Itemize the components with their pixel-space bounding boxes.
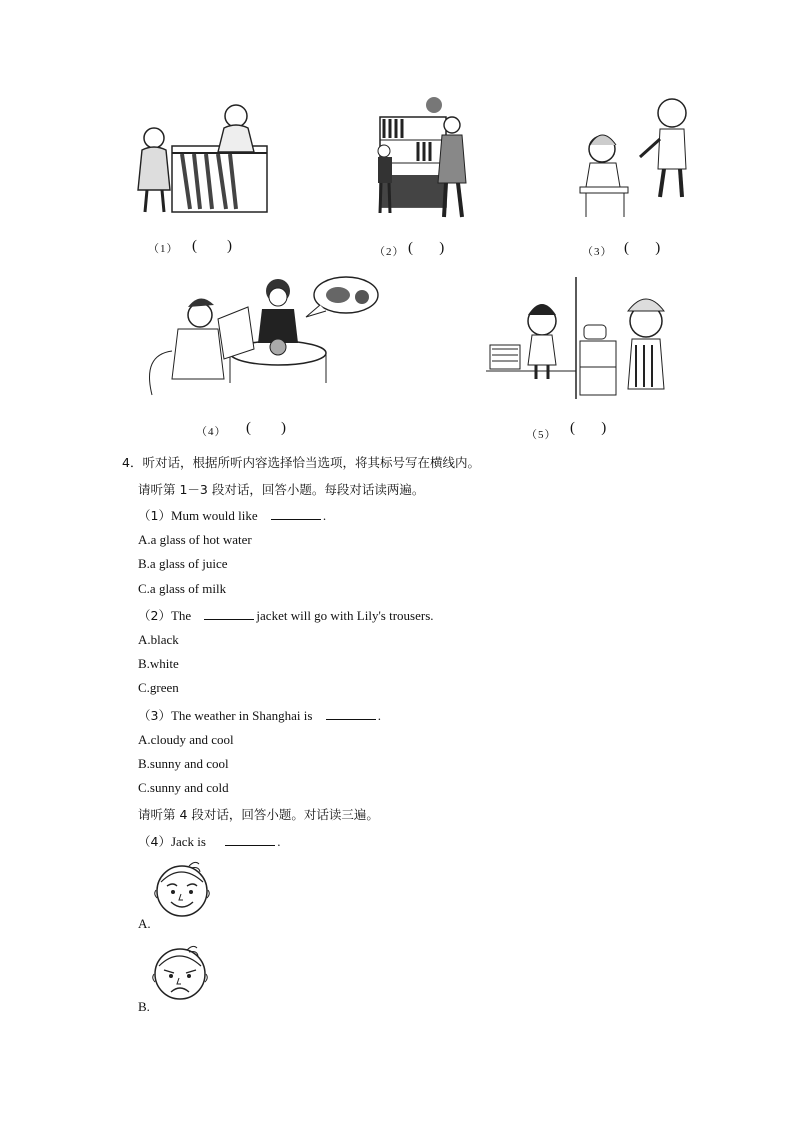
sub-question-4 [138,832,280,850]
option-a-face[interactable] [151,858,213,920]
picture-2-label: （2） [374,246,405,258]
bookshelf-scene-icon [370,95,476,220]
sub-question-4-text: Jack is [170,834,206,849]
sub-question-3-end: . [377,708,381,723]
sub-question-1-end: . [322,508,327,523]
sub-question-1-text: Mum would like [170,508,258,523]
sub-question-2-text: The [170,608,192,623]
shop-clothes-scene-icon [132,98,272,216]
sub-question-2-end: jacket will go with Lily's trousers. [256,608,434,623]
sub-question-1-option-a[interactable]: A.a glass of hot water [138,532,252,547]
sub-question-2-blank[interactable] [204,608,254,620]
sub-question-2-option-b[interactable]: B.white [138,656,179,671]
picture-5-label: （5） [526,429,557,441]
sub-question-2 [138,606,434,624]
picture-4-label: （4） [196,426,227,438]
picture-2-bookshelf [370,95,476,220]
phone-call-scene-icon [486,275,682,401]
picture-4-answer-paren[interactable]: ( ) [246,420,286,436]
question-4-intro-1: 请听第 1－3 段对话，回答小题。每段对话读两遍。 [138,482,425,497]
picture-4-restaurant [138,275,383,400]
option-b-face[interactable] [149,940,211,1002]
picture-1-shop [132,98,272,216]
sub-question-3 [138,706,381,724]
picture-3-answer-paren[interactable]: ( ) [624,240,661,256]
option-a-label[interactable]: A. [138,916,151,931]
sub-question-3-option-b[interactable]: B.sunny and cool [138,756,229,771]
picture-1-label: （1） [148,243,179,255]
sub-question-1 [138,506,326,524]
sub-question-3-option-a[interactable]: A.cloudy and cool [138,732,234,747]
sub-question-1-option-c[interactable]: C.a glass of milk [138,581,227,596]
sub-question-2-option-a[interactable]: A.black [138,632,179,647]
sub-question-4-blank[interactable] [225,834,275,846]
picture-3-classroom [576,95,698,220]
sub-question-3-number: （3） [138,708,171,723]
sub-question-1-blank[interactable] [271,508,321,520]
picture-2-answer-paren[interactable]: ( ) [408,240,445,256]
sub-question-3-text: The weather in Shanghai is [170,708,313,723]
sub-question-3-option-c[interactable]: C.sunny and cold [138,780,229,795]
classroom-scene-icon [576,95,698,220]
picture-1-answer-paren[interactable]: ( ) [192,238,232,254]
picture-3-label: （3） [582,246,613,258]
picture-5-answer-paren[interactable]: ( ) [570,420,607,436]
sub-question-3-blank[interactable] [326,708,376,720]
picture-5-phone-call [486,275,682,401]
restaurant-scene-icon [138,275,383,400]
sub-question-1-option-b[interactable]: B.a glass of juice [138,556,228,571]
sad-face-icon [149,940,211,1002]
sub-question-4-number: （4） [138,834,171,849]
happy-face-icon [151,858,213,920]
sub-question-2-option-c[interactable]: C.green [138,680,179,695]
sub-question-1-number: （1） [138,508,171,523]
option-b-label[interactable]: B. [138,999,150,1014]
sub-question-2-number: （2） [138,608,171,623]
question-4-intro-2: 请听第 4 段对话，回答小题。对话读三遍。 [138,807,379,822]
sub-question-4-end: . [277,834,281,849]
question-4-heading: 4．听对话，根据所听内容选择恰当选项，将其标号写在横线内。 [122,455,480,470]
